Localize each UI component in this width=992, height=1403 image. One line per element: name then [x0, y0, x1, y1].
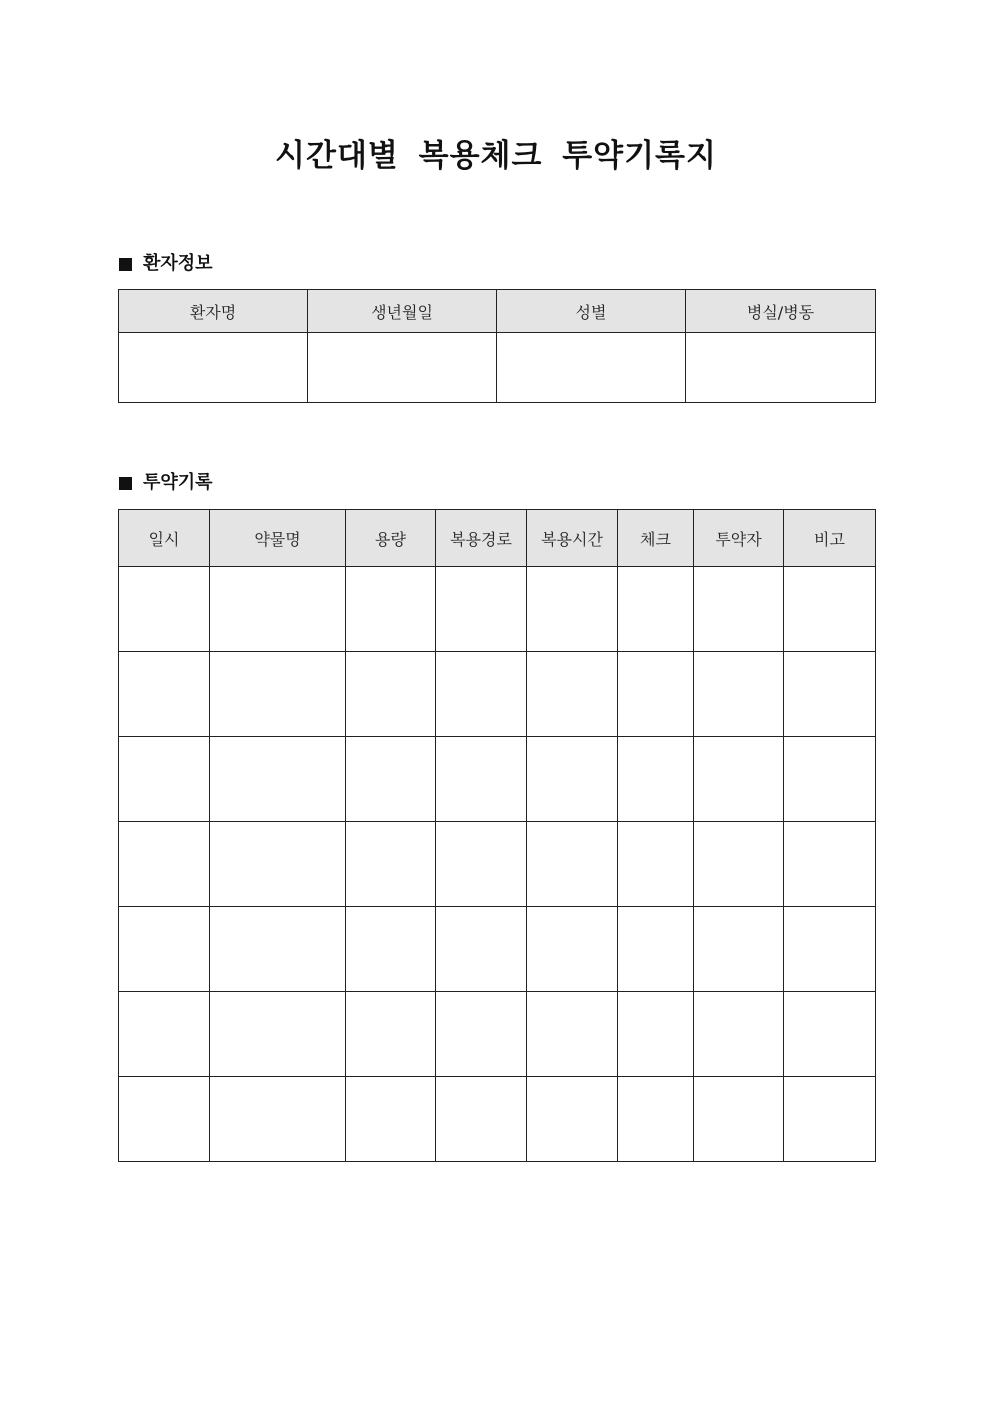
- table-row: [119, 652, 876, 737]
- route-cell[interactable]: [436, 992, 527, 1077]
- medication-record-table: [118, 509, 876, 1162]
- header-gender: 성별: [497, 290, 686, 333]
- header-room-ward: 병실/병동: [686, 290, 876, 333]
- header-dosage: 용량: [346, 510, 436, 567]
- dose-time-cell[interactable]: [527, 567, 618, 652]
- square-bullet-icon: [119, 258, 132, 271]
- header-remarks: 비고: [784, 510, 876, 567]
- remarks-cell[interactable]: [784, 1077, 876, 1162]
- dosage-cell[interactable]: [346, 822, 436, 907]
- table-row: [119, 737, 876, 822]
- table-row: [119, 1077, 876, 1162]
- check-cell[interactable]: [618, 822, 694, 907]
- header-datetime: 일시: [119, 510, 210, 567]
- route-cell[interactable]: [436, 1077, 527, 1162]
- room-ward-cell[interactable]: [686, 333, 876, 403]
- remarks-cell[interactable]: [784, 822, 876, 907]
- header-birth-date: 생년월일: [308, 290, 497, 333]
- table-row: [119, 333, 876, 403]
- patient-info-heading: [119, 251, 213, 277]
- dosage-cell[interactable]: [346, 1077, 436, 1162]
- medication-record-heading: [119, 470, 213, 496]
- remarks-cell[interactable]: [784, 652, 876, 737]
- dosage-cell[interactable]: [346, 567, 436, 652]
- administered-by-cell[interactable]: [694, 822, 784, 907]
- dose-time-cell[interactable]: [527, 822, 618, 907]
- remarks-cell[interactable]: [784, 567, 876, 652]
- gender-cell[interactable]: [497, 333, 686, 403]
- header-drug-name: 약물명: [210, 510, 346, 567]
- header-administered-by: 투약자: [694, 510, 784, 567]
- datetime-cell[interactable]: [119, 737, 210, 822]
- document-title: 시간대별 복용체크 투약기록지: [275, 138, 717, 174]
- drug-name-cell[interactable]: [210, 992, 346, 1077]
- header-patient-name: 환자명: [119, 290, 308, 333]
- datetime-cell[interactable]: [119, 567, 210, 652]
- drug-name-cell[interactable]: [210, 737, 346, 822]
- datetime-cell[interactable]: [119, 822, 210, 907]
- administered-by-cell[interactable]: [694, 567, 784, 652]
- dose-time-cell[interactable]: [527, 652, 618, 737]
- table-row: [119, 822, 876, 907]
- square-bullet-icon: [119, 477, 132, 490]
- dosage-cell[interactable]: [346, 992, 436, 1077]
- table-row: [119, 567, 876, 652]
- administered-by-cell[interactable]: [694, 652, 784, 737]
- patient-name-cell[interactable]: [119, 333, 308, 403]
- route-cell[interactable]: [436, 567, 527, 652]
- header-dose-time: 복용시간: [527, 510, 618, 567]
- datetime-cell[interactable]: [119, 992, 210, 1077]
- header-route: 복용경로: [436, 510, 527, 567]
- remarks-cell[interactable]: [784, 737, 876, 822]
- check-cell[interactable]: [618, 907, 694, 992]
- check-cell[interactable]: [618, 737, 694, 822]
- medication-header-row: [119, 510, 876, 567]
- dose-time-cell[interactable]: [527, 1077, 618, 1162]
- medication-record-heading-label: 투약기록: [143, 472, 213, 493]
- dosage-cell[interactable]: [346, 737, 436, 822]
- birth-date-cell[interactable]: [308, 333, 497, 403]
- check-cell[interactable]: [618, 992, 694, 1077]
- datetime-cell[interactable]: [119, 652, 210, 737]
- remarks-cell[interactable]: [784, 907, 876, 992]
- patient-header-row: [119, 290, 876, 333]
- check-cell[interactable]: [618, 652, 694, 737]
- route-cell[interactable]: [436, 652, 527, 737]
- drug-name-cell[interactable]: [210, 1077, 346, 1162]
- check-cell[interactable]: [618, 1077, 694, 1162]
- route-cell[interactable]: [436, 822, 527, 907]
- drug-name-cell[interactable]: [210, 567, 346, 652]
- administered-by-cell[interactable]: [694, 992, 784, 1077]
- dosage-cell[interactable]: [346, 652, 436, 737]
- check-cell[interactable]: [618, 567, 694, 652]
- administered-by-cell[interactable]: [694, 737, 784, 822]
- administered-by-cell[interactable]: [694, 1077, 784, 1162]
- datetime-cell[interactable]: [119, 907, 210, 992]
- dose-time-cell[interactable]: [527, 737, 618, 822]
- dose-time-cell[interactable]: [527, 907, 618, 992]
- patient-info-heading-label: 환자정보: [143, 253, 213, 274]
- route-cell[interactable]: [436, 907, 527, 992]
- route-cell[interactable]: [436, 737, 527, 822]
- table-row: [119, 907, 876, 992]
- administered-by-cell[interactable]: [694, 907, 784, 992]
- drug-name-cell[interactable]: [210, 822, 346, 907]
- patient-info-table: [118, 289, 876, 403]
- dosage-cell[interactable]: [346, 907, 436, 992]
- datetime-cell[interactable]: [119, 1077, 210, 1162]
- drug-name-cell[interactable]: [210, 652, 346, 737]
- drug-name-cell[interactable]: [210, 907, 346, 992]
- dose-time-cell[interactable]: [527, 992, 618, 1077]
- header-check: 체크: [618, 510, 694, 567]
- remarks-cell[interactable]: [784, 992, 876, 1077]
- table-row: [119, 992, 876, 1077]
- medication-table-body: [119, 567, 876, 1162]
